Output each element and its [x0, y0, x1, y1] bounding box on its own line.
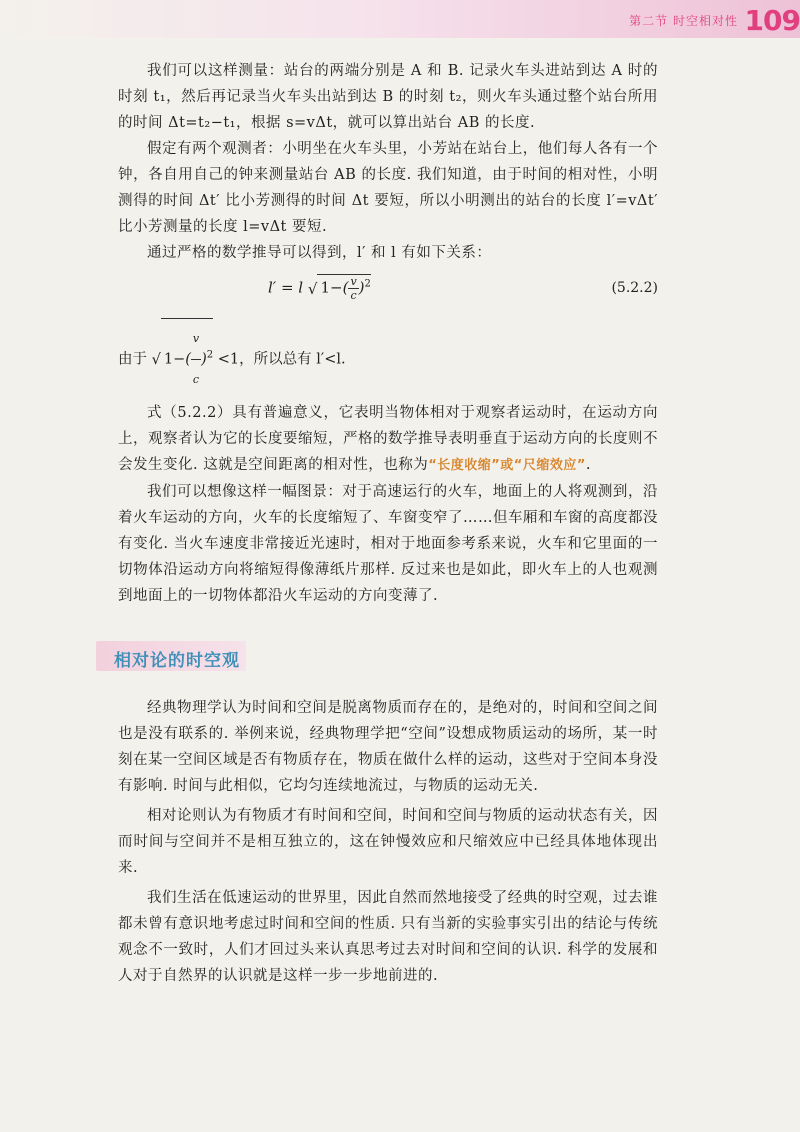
one-minus: 1− — [320, 278, 343, 297]
fraction-numerator: v — [350, 275, 357, 288]
inline-denominator: c — [192, 373, 200, 386]
page-header — [0, 0, 800, 38]
since-suffix: <1，所以总有 l′<l. — [217, 351, 346, 368]
paragraph-conclusion: 我们生活在低速运动的世界里，因此自然而然地接受了经典的时空观，过去谁都未曾有意识地考虑过时间和空间的性质. 只有当新的实验事实引出的结论与传统观念不一致时，人们才回过头来认真思考过去对时间和空间的认识. 科学的发展和人对于自然界的认识就是这样一步一步地前进的. — [118, 890, 658, 984]
fraction-v-over-c — [348, 275, 358, 302]
paragraph-measurement: 我们可以这样测量：站台的两端分别是 A 和 B. 记录火车头进站到达 A 时的时刻 t₁，然后再记录当火车头出站到达 B 的时刻 t₂，则火车头通过整个站台所用的时间 Δt=t₂−t₁，根据 s=vΔt，就可以算出站台 AB 的长度. — [118, 63, 658, 131]
inequality-line — [118, 318, 658, 400]
section-label: 第二节 时空相对性 — [629, 14, 738, 28]
page-number: 109 — [744, 4, 800, 37]
p5-text-a: 式（5.2.2）具有普遍意义，它表明当物体相对于观察者运动时，在运动方向上，观察者认为它的长度要缩短，严格的数学推导表明垂直于运动方向的长度则不会发生变化. 这就是空间距离的相对性，也称为 — [118, 405, 658, 473]
exponent: 2 — [364, 278, 371, 290]
section-heading — [96, 637, 296, 677]
equation-lhs: l′ = l — [268, 278, 304, 297]
equation-body — [268, 274, 371, 302]
inline-numerator: v — [191, 319, 201, 360]
equation-number: (5.2.2) — [611, 280, 658, 296]
paragraph-observers: 假定有两个观测者：小明坐在火车头里，小芳站在站台上，他们每人各有一个钟，各自用自己的钟来测量站台 AB 的长度. 我们知道，由于时间的相对性，小明测得的时间 Δt′ 比小芳测得的时间 Δt 要短，所以小明测出的站台的长度 l′=vΔt′ 比小芳测量的长度 l=vΔt 要短. — [118, 141, 658, 235]
paragraph-relativity-view: 相对论则认为有物质才有时间和空间，时间和空间与物质的运动状态有关，因而时间与空间并不是相互独立的，这在钟慢效应和尺缩效应中已经具体地体现出来. — [118, 808, 658, 876]
paragraph-train-picture: 我们可以想像这样一幅图景：对于高速运行的火车，地面上的人将观测到，沿着火车运动的方向，火车的长度缩短了、车窗变窄了……但车厢和车窗的高度都没有变化. 当火车速度非常接近光速时，相对于地面参考系来说，火车和它里面的一切物体沿运动方向将缩短得像薄纸片那样. 反过来也是如此，即火车上的人也观测到地面上的一切物体都沿火车运动的方向变薄了. — [118, 484, 658, 604]
section-title: 相对论的时空观 — [114, 651, 240, 671]
page-body — [114, 58, 658, 989]
paragraph-length-contraction — [118, 400, 658, 479]
since-prefix: 由于 — [118, 351, 147, 368]
inline-sqrt: √ 1−( $\frac{v}{c}$ )$^2$ — [152, 352, 214, 368]
length-contraction-term: “长度收缩”或“尺缩效应” — [428, 458, 586, 473]
p5-text-b: . — [585, 457, 592, 473]
inline-exponent: 2 — [206, 349, 214, 361]
paragraph-classical-view: 经典物理学认为时间和空间是脱离物质而存在的，是绝对的，时间和空间之间也是没有联系的. 举例来说，经典物理学把“空间”设想成物质运动的场所，某一时刻在某一空间区域是否有物质存在，物质在做什么样的运动，这些对于空间本身没有影响. 时间与此相似，它均匀连续地流过，与物质的运动无关. — [118, 700, 658, 794]
fraction-denominator: c — [350, 289, 357, 302]
radicand: 1−( $\frac{v}{c}$ )$^2$ — [317, 274, 370, 302]
sqrt-symbol: √ — [307, 279, 318, 298]
paragraph-derivation: 通过严格的数学推导可以得到，l′ 和 l 有如下关系： — [147, 245, 492, 261]
equation-5-2-2 — [118, 270, 658, 316]
inline-one-minus: 1− — [163, 351, 186, 368]
